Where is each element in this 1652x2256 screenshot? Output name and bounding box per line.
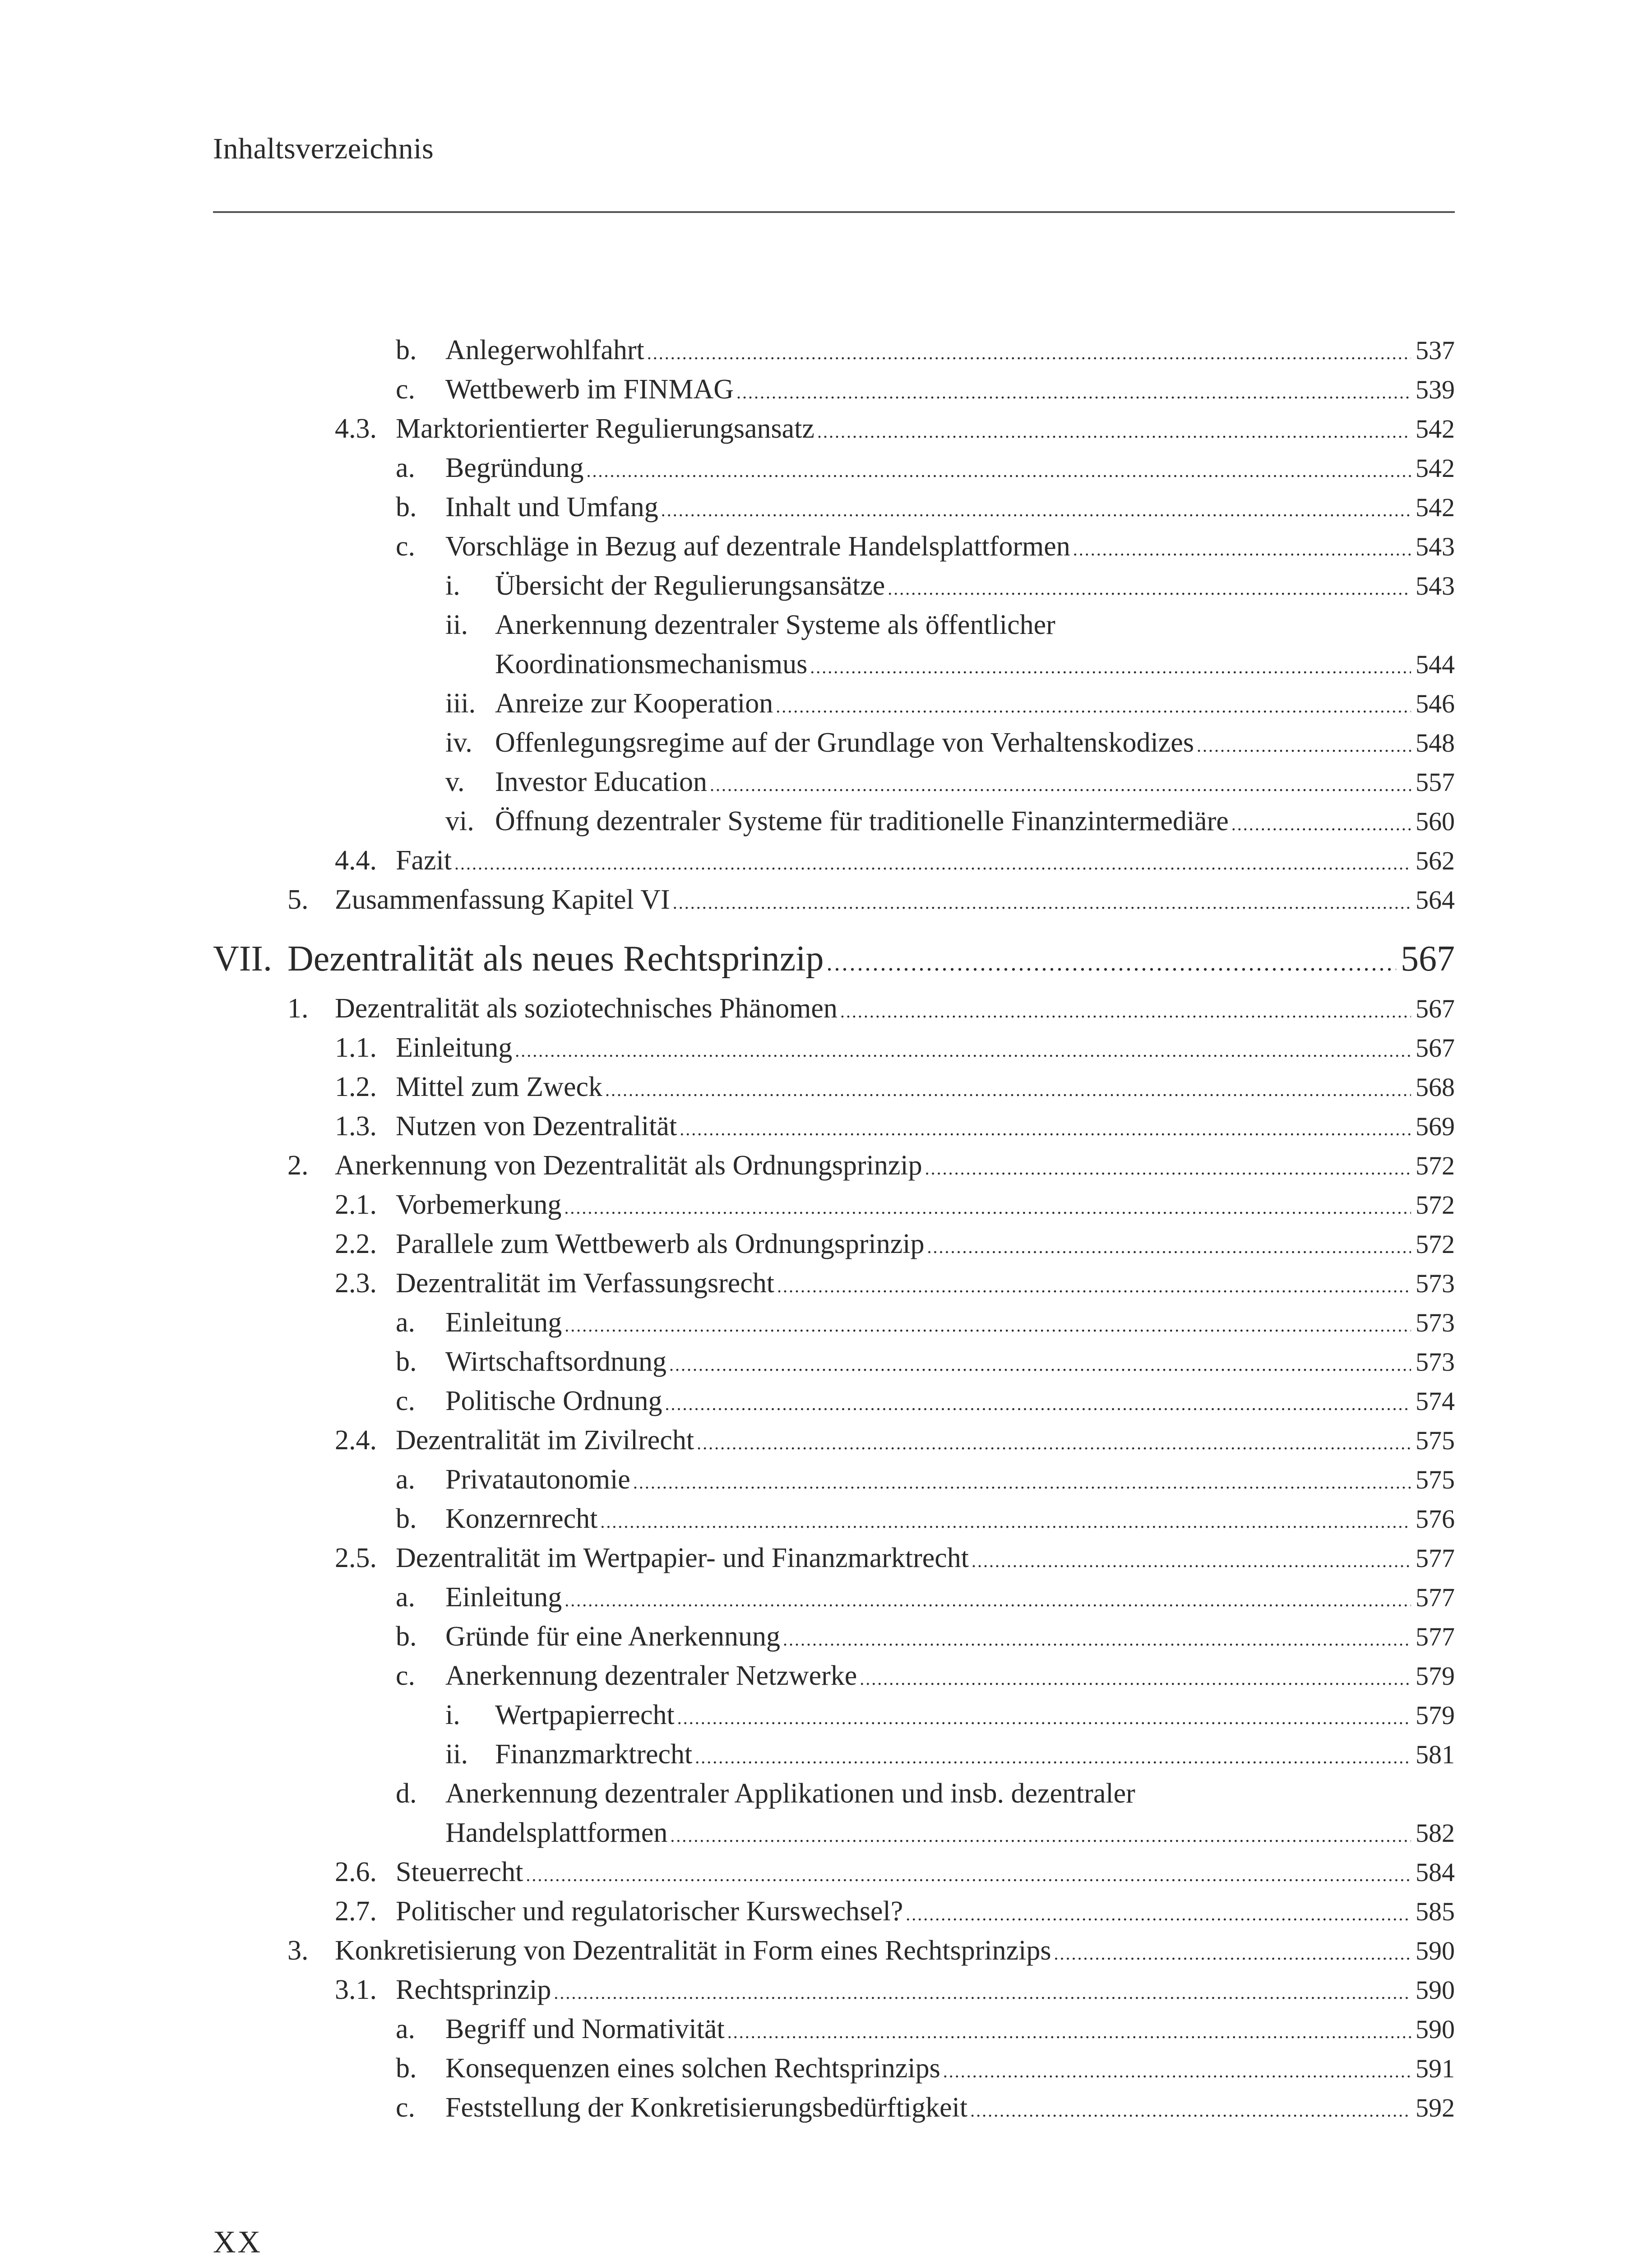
toc-entry-title: Vorschläge in Bezug auf dezentrale Handelsplattformen: [445, 531, 1070, 562]
toc-entry-number: b.: [396, 492, 417, 522]
toc-entry-page: 560: [1416, 807, 1455, 836]
toc-entry-number: b.: [396, 2053, 417, 2084]
toc-entry-number: vi.: [445, 806, 474, 837]
toc-entry[interactable]: [213, 880, 1455, 920]
toc-entry-number: 1.1.: [335, 1032, 377, 1063]
dot-leader: [736, 373, 1411, 412]
toc-entry[interactable]: [213, 684, 1455, 723]
toc-entry-number: 4.4.: [335, 845, 377, 876]
toc-entry-page: 573: [1416, 1308, 1455, 1337]
toc-entry-title: Anerkennung von Dezentralität als Ordnungsprinzip: [335, 1150, 922, 1181]
toc-entry-title: Zusammenfassung Kapitel VI: [335, 884, 670, 915]
toc-entry-number: 2.6.: [335, 1857, 377, 1887]
toc-entry-title: Dezentralität im Zivilrecht: [396, 1425, 694, 1456]
toc-entry-number: 2.7.: [335, 1896, 377, 1927]
toc-entry[interactable]: [213, 841, 1455, 880]
toc-entry-title: Anreize zur Kooperation: [495, 688, 773, 719]
toc-entry[interactable]: [213, 1774, 1455, 1813]
dot-leader: [564, 1188, 1411, 1227]
dot-leader: [840, 992, 1411, 1031]
dot-leader: [810, 647, 1411, 687]
dot-leader: [925, 1149, 1411, 1188]
dot-leader: [783, 1620, 1411, 1659]
toc-entry-page: 575: [1416, 1426, 1455, 1455]
dot-leader: [665, 1384, 1411, 1424]
toc-entry[interactable]: [213, 409, 1455, 448]
toc-entry-page: 557: [1416, 767, 1455, 797]
toc-entry[interactable]: [213, 1892, 1455, 1931]
dot-leader: [526, 1855, 1411, 1895]
toc-entry-number: c.: [396, 2092, 416, 2123]
dot-leader: [633, 1463, 1411, 1502]
dot-leader: [587, 451, 1411, 490]
dot-leader: [695, 1738, 1411, 1777]
toc-entry-number: b.: [396, 335, 417, 365]
toc-entry-title: Finanzmarktrecht: [495, 1739, 693, 1770]
toc-entry-title: Öffnung dezentraler Systeme für traditionelle Finanzintermediäre: [495, 806, 1229, 837]
toc-entry[interactable]: [213, 1342, 1455, 1382]
table-of-contents: [213, 331, 1455, 2127]
toc-entry-title: Übersicht der Regulierungsansätze: [495, 570, 885, 601]
toc-entry[interactable]: [213, 1735, 1455, 1774]
toc-entry-title: Anlegerwohlfahrt: [445, 335, 644, 365]
toc-entry[interactable]: [213, 566, 1455, 606]
toc-entry-number: a.: [396, 1582, 416, 1613]
toc-entry[interactable]: [213, 1303, 1455, 1342]
toc-entry-title: Gründe für eine Anerkennung: [445, 1621, 781, 1652]
toc-entry-page: 590: [1416, 2015, 1455, 2044]
dot-leader: [605, 1070, 1411, 1110]
dot-leader: [927, 1227, 1411, 1267]
toc-entry-page: 564: [1416, 885, 1455, 915]
toc-entry-number: b.: [396, 1503, 417, 1534]
toc-entry-page: 537: [1416, 336, 1455, 365]
dot-leader: [677, 1698, 1411, 1738]
toc-entry-number: iv.: [445, 727, 472, 758]
toc-entry[interactable]: [213, 527, 1455, 566]
toc-entry-page: 585: [1416, 1897, 1455, 1926]
dot-leader: [647, 333, 1411, 373]
toc-entry-title: Rechtsprinzip: [396, 1974, 551, 2005]
toc-entry-number: 4.3.: [335, 413, 377, 444]
toc-entry-title: Einleitung: [445, 1582, 562, 1613]
toc-entry-page: 573: [1416, 1269, 1455, 1298]
dot-leader: [454, 844, 1411, 883]
dot-leader: [888, 569, 1411, 608]
toc-entry[interactable]: [213, 1578, 1455, 1617]
dot-leader: [680, 1110, 1411, 1149]
toc-chapter-entry[interactable]: [213, 929, 1455, 989]
toc-entry[interactable]: [213, 1146, 1455, 1185]
toc-entry[interactable]: [213, 331, 1455, 370]
toc-entry-title: Anerkennung dezentraler Applikationen und insb. dezentraler: [445, 1778, 1135, 1809]
toc-entry[interactable]: [213, 448, 1455, 488]
toc-entry-number: VII.: [213, 939, 273, 979]
page-folio: XX: [213, 2225, 263, 2256]
toc-entry-page: 577: [1416, 1622, 1455, 1651]
toc-entry-number: 1.: [287, 993, 309, 1024]
dot-leader: [906, 1895, 1411, 1934]
toc-entry-title: Wirtschaftsordnung: [445, 1346, 666, 1377]
toc-entry-number: a.: [396, 1464, 416, 1495]
toc-entry-page: 575: [1416, 1465, 1455, 1494]
toc-entry[interactable]: [213, 488, 1455, 527]
toc-entry[interactable]: [213, 1970, 1455, 2010]
toc-entry-number: 1.2.: [335, 1072, 377, 1102]
dot-leader: [1073, 530, 1411, 569]
toc-entry[interactable]: [213, 1460, 1455, 1499]
dot-leader: [673, 883, 1411, 922]
toc-entry-number: 2.4.: [335, 1425, 377, 1456]
toc-entry-page: 590: [1416, 1975, 1455, 2005]
toc-entry-title: Dezentralität im Verfassungsrecht: [396, 1268, 774, 1299]
dot-leader: [727, 2012, 1411, 2052]
toc-entry[interactable]: [213, 370, 1455, 409]
toc-entry-page: 577: [1416, 1544, 1455, 1573]
toc-entry[interactable]: [213, 1421, 1455, 1460]
dot-leader: [554, 1973, 1411, 2012]
toc-entry-number: 2.5.: [335, 1543, 377, 1573]
toc-entry[interactable]: [213, 989, 1455, 1028]
toc-entry[interactable]: [213, 1185, 1455, 1225]
toc-entry[interactable]: [213, 2049, 1455, 2088]
toc-entry-page: 543: [1416, 571, 1455, 601]
dot-leader: [661, 490, 1411, 530]
toc-entry-title: Handelsplattformen: [445, 1817, 668, 1848]
toc-entry-number: 3.: [287, 1935, 309, 1966]
toc-entry-number: ii.: [445, 610, 468, 640]
dot-leader: [697, 1424, 1411, 1463]
toc-entry[interactable]: [213, 1028, 1455, 1068]
toc-entry-title: Inhalt und Umfang: [445, 492, 658, 522]
toc-entry-title: Wertpapierrecht: [495, 1700, 675, 1730]
toc-entry-page: 591: [1416, 2054, 1455, 2083]
toc-entry-page: 567: [1416, 1033, 1455, 1063]
toc-entry[interactable]: [213, 1931, 1455, 1970]
toc-entry[interactable]: [213, 1225, 1455, 1264]
toc-entry-number: c.: [396, 1386, 416, 1416]
toc-entry-title: Konsequenzen eines solchen Rechtsprinzips: [445, 2053, 940, 2084]
toc-entry-title: Dezentralität als neues Rechtsprinzip: [287, 939, 824, 979]
toc-entry-title: Steuerrecht: [396, 1857, 523, 1887]
header-rule: [213, 211, 1455, 213]
dot-leader: [943, 2052, 1411, 2091]
toc-entry-number: a.: [396, 2014, 416, 2044]
toc-entry-title: Begriff und Normativität: [445, 2014, 725, 2044]
toc-entry-page: 544: [1416, 650, 1455, 679]
toc-entry-page: 546: [1416, 689, 1455, 718]
toc-entry[interactable]: [213, 1656, 1455, 1696]
toc-entry-title: Feststellung der Konkretisierungsbedürftigkeit: [445, 2092, 968, 2123]
toc-entry-number: 2.: [287, 1150, 309, 1181]
toc-entry-title: Vorbemerkung: [396, 1189, 562, 1220]
dot-leader: [826, 933, 1396, 994]
toc-entry-title: Fazit: [396, 845, 452, 876]
dot-leader: [669, 1345, 1411, 1384]
toc-entry[interactable]: [213, 2088, 1455, 2127]
toc-entry-number: i.: [445, 570, 460, 601]
toc-entry-title: Parallele zum Wettbewerb als Ordnungsprinzip: [396, 1229, 925, 1259]
toc-entry-title: Politische Ordnung: [445, 1386, 662, 1416]
toc-entry-title: Investor Education: [495, 767, 708, 797]
toc-entry-page: 569: [1416, 1112, 1455, 1141]
toc-entry-number: a.: [396, 1307, 416, 1338]
toc-entry-number: 2.3.: [335, 1268, 377, 1299]
toc-entry-title: Wettbewerb im FINMAG: [445, 374, 734, 405]
toc-entry-number: c.: [396, 1660, 416, 1691]
toc-entry-page: 542: [1416, 453, 1455, 483]
toc-entry[interactable]: [213, 1696, 1455, 1735]
toc-entry-page: 592: [1416, 2093, 1455, 2122]
toc-entry[interactable]: [213, 1068, 1455, 1107]
toc-entry-page: 568: [1416, 1073, 1455, 1102]
toc-entry[interactable]: [213, 1813, 1455, 1853]
toc-entry[interactable]: [213, 1264, 1455, 1303]
running-head-title: Inhaltsverzeichnis: [213, 132, 434, 165]
dot-leader: [970, 2091, 1411, 2130]
toc-entry[interactable]: [213, 802, 1455, 841]
toc-entry-page: 576: [1416, 1504, 1455, 1534]
toc-entry-number: c.: [396, 531, 416, 562]
toc-entry-page: 572: [1416, 1151, 1455, 1180]
dot-leader: [710, 765, 1411, 804]
toc-entry-page: 543: [1416, 532, 1455, 561]
dot-leader: [515, 1031, 1411, 1070]
toc-entry-title: Nutzen von Dezentralität: [396, 1111, 677, 1142]
dot-leader: [860, 1659, 1411, 1698]
toc-entry[interactable]: [213, 1539, 1455, 1578]
toc-entry[interactable]: [213, 1499, 1455, 1539]
toc-entry-page: 573: [1416, 1347, 1455, 1377]
toc-entry-page: 577: [1416, 1583, 1455, 1612]
toc-entry[interactable]: [213, 1382, 1455, 1421]
dot-leader: [565, 1306, 1411, 1345]
toc-entry-page: 539: [1416, 375, 1455, 404]
toc-entry-page: 567: [1401, 939, 1455, 979]
dot-leader: [817, 412, 1411, 451]
toc-entry-number: iii.: [445, 688, 476, 719]
toc-entry-number: 3.1.: [335, 1974, 377, 2005]
toc-entry[interactable]: [213, 1107, 1455, 1146]
dot-leader: [565, 1581, 1411, 1620]
toc-entry-number: 5.: [287, 884, 309, 915]
toc-entry-page: 574: [1416, 1387, 1455, 1416]
toc-entry-number: ii.: [445, 1739, 468, 1770]
dot-leader: [670, 1816, 1411, 1855]
toc-entry-number: v.: [445, 767, 465, 797]
toc-entry[interactable]: [213, 645, 1455, 684]
toc-entry-title: Politischer und regulatorischer Kurswechsel?: [396, 1896, 903, 1927]
toc-entry-page: 581: [1416, 1740, 1455, 1769]
toc-entry-number: 1.3.: [335, 1111, 377, 1142]
toc-entry[interactable]: [213, 1853, 1455, 1892]
toc-entry-page: 567: [1416, 994, 1455, 1023]
toc-entry-page: 572: [1416, 1190, 1455, 1220]
toc-entry-page: 542: [1416, 414, 1455, 444]
toc-entry[interactable]: [213, 763, 1455, 802]
toc-entry-number: 2.2.: [335, 1229, 377, 1259]
toc-entry-page: 579: [1416, 1661, 1455, 1691]
dot-leader: [1231, 804, 1411, 844]
toc-entry-page: 579: [1416, 1701, 1455, 1730]
toc-entry-title: Konzernrecht: [445, 1503, 598, 1534]
toc-entry-number: a.: [396, 453, 416, 483]
toc-entry-title: Begründung: [445, 453, 584, 483]
toc-entry-title: Mittel zum Zweck: [396, 1072, 602, 1102]
toc-entry-title: Konkretisierung von Dezentralität in Form eines Rechtsprinzips: [335, 1935, 1051, 1966]
toc-entry-number: b.: [396, 1621, 417, 1652]
toc-entry-page: 572: [1416, 1230, 1455, 1259]
toc-entry-number: 2.1.: [335, 1189, 377, 1220]
toc-entry-page: 590: [1416, 1936, 1455, 1965]
toc-entry-number: d.: [396, 1778, 417, 1809]
toc-entry-title: Einleitung: [445, 1307, 562, 1338]
toc-entry-title: Anerkennung dezentraler Systeme als öffentlicher: [495, 610, 1055, 640]
dot-leader: [1197, 726, 1411, 765]
dot-leader: [600, 1502, 1411, 1541]
toc-entry[interactable]: [213, 606, 1455, 645]
toc-entry[interactable]: [213, 723, 1455, 763]
toc-entry-title: Marktorientierter Regulierungsansatz: [396, 413, 814, 444]
toc-entry-page: 542: [1416, 493, 1455, 522]
toc-entry-title: Einleitung: [396, 1032, 513, 1063]
dot-leader: [972, 1541, 1411, 1581]
toc-entry-title: Offenlegungsregime auf der Grundlage von Verhaltenskodizes: [495, 727, 1194, 758]
toc-entry-number: b.: [396, 1346, 417, 1377]
toc-entry-title: Dezentralität im Wertpapier- und Finanzmarktrecht: [396, 1543, 969, 1573]
toc-entry-page: 582: [1416, 1818, 1455, 1848]
toc-entry-title: Anerkennung dezentraler Netzwerke: [445, 1660, 857, 1691]
toc-entry-page: 584: [1416, 1858, 1455, 1887]
toc-entry-title: Privatautonomie: [445, 1464, 630, 1495]
dot-leader: [776, 687, 1411, 726]
toc-entry-number: c.: [396, 374, 416, 405]
toc-entry[interactable]: [213, 2010, 1455, 2049]
toc-entry[interactable]: [213, 1617, 1455, 1656]
toc-entry-page: 548: [1416, 728, 1455, 758]
toc-entry-title: Dezentralität als soziotechnisches Phänomen: [335, 993, 838, 1024]
dot-leader: [1054, 1934, 1411, 1973]
toc-entry-page: 562: [1416, 846, 1455, 875]
dot-leader: [777, 1267, 1411, 1306]
toc-entry-number: i.: [445, 1700, 460, 1730]
toc-entry-title: Koordinationsmechanismus: [495, 649, 808, 680]
